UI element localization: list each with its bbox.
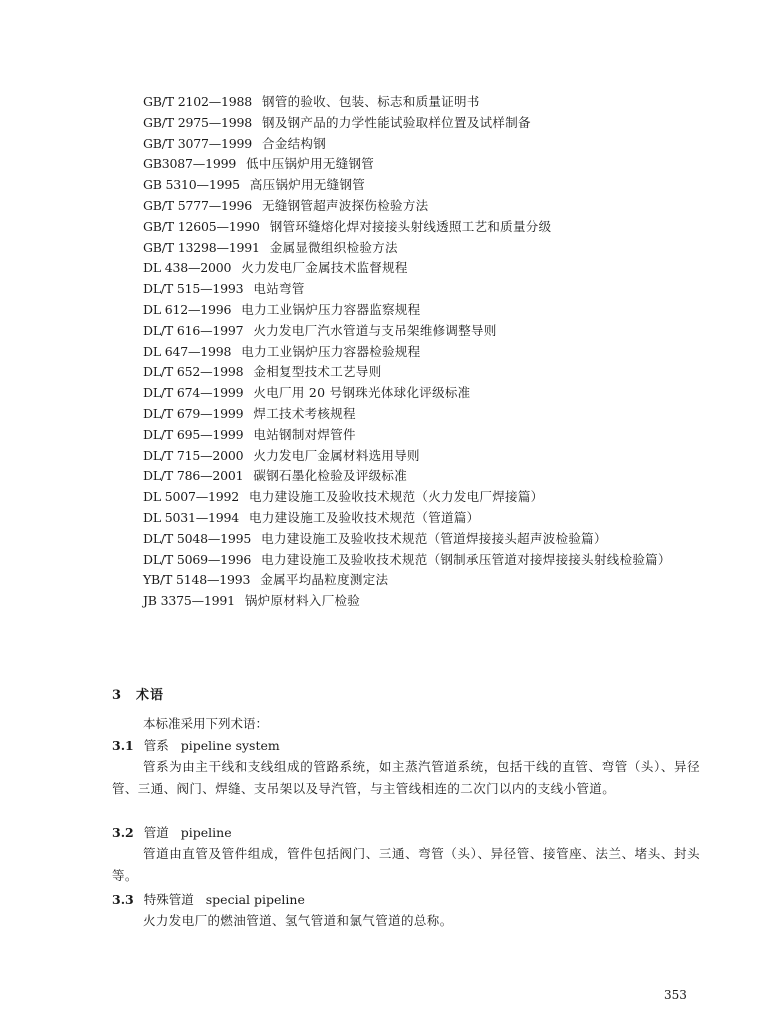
standard-title: 火力发电厂金属材料选用导则 <box>253 447 420 463</box>
standard-code: DL 5031—1994 <box>143 509 240 525</box>
standard-title: 金相复型技术工艺导则 <box>253 364 382 380</box>
standard-item <box>143 342 723 363</box>
standard-code: DL/T 695—1999 <box>143 426 244 442</box>
standard-title: 电力建设施工及验收技术规范（钢制承压管道对接焊接接头射线检验篇） <box>261 551 671 567</box>
standard-title: 火力发电厂金属技术监督规程 <box>241 260 408 276</box>
standard-title: 电力建设施工及验收技术规范（火力发电厂焊接篇） <box>249 489 544 505</box>
standard-title: 钢管环缝熔化焊对接接头射线透照工艺和质量分级 <box>269 218 552 234</box>
standard-item <box>143 321 723 342</box>
standard-title: 电力建设施工及验收技术规范（管道篇） <box>249 509 480 525</box>
standard-code: DL/T 616—1997 <box>143 322 244 338</box>
standard-title: 钢及钢产品的力学性能试验取样位置及试样制备 <box>262 114 531 130</box>
standard-item <box>143 362 723 383</box>
standard-title: 焊工技术考核规程 <box>253 405 356 421</box>
standard-item <box>143 238 723 259</box>
standard-title: 电力工业锅炉压力容器检验规程 <box>241 343 421 359</box>
term-english: special pipeline <box>205 892 305 907</box>
standard-item <box>143 487 723 508</box>
standard-code: GB/T 5777—1996 <box>143 197 253 213</box>
standard-title: 合金结构钢 <box>262 135 327 151</box>
standard-code: GB/T 3077—1999 <box>143 135 253 151</box>
standard-code: DL/T 5048—1995 <box>143 530 252 546</box>
standard-code: DL 647—1998 <box>143 343 232 359</box>
standard-item <box>143 196 723 217</box>
standard-code: GB/T 12605—1990 <box>143 218 260 234</box>
term-heading <box>112 822 700 843</box>
standard-code: DL/T 515—1993 <box>143 281 244 297</box>
standard-item <box>143 300 723 321</box>
standard-item <box>143 92 723 113</box>
term-definition: 火力发电厂的燃油管道、氢气管道和氯气管道的总称。 <box>143 913 453 928</box>
standard-code: GB/T 13298—1991 <box>143 239 260 255</box>
term-heading <box>112 889 700 910</box>
term-chinese: 管道 <box>143 825 169 840</box>
standard-title: 电站钢制对焊管件 <box>253 426 356 442</box>
standard-code: DL/T 786—2001 <box>143 468 244 484</box>
standard-item <box>143 404 723 425</box>
standard-item <box>143 529 723 550</box>
standard-code: DL 5007—1992 <box>143 489 240 505</box>
standard-item <box>143 466 723 487</box>
standard-item <box>143 508 723 529</box>
term-definition: 管道由直管及管件组成，管件包括阀门、三通、弯管（头）、异径管、接管座、法兰、堵头、封头等。 <box>112 846 700 883</box>
term-definition: 管系为由主干线和支线组成的管路系统，如主蒸汽管道系统，包括干线的直管、弯管（头）、异径管、三通、阀门、焊缝、支吊架以及导汽管，与主管线相连的二次门以内的支线小管道。 <box>112 759 700 796</box>
standard-title: 无缝钢管超声波探伤检验方法 <box>262 197 429 213</box>
term-entry <box>112 889 700 932</box>
section-number: 3 <box>112 688 123 703</box>
referenced-standards-list <box>143 92 723 612</box>
standard-title: 电站弯管 <box>253 281 305 297</box>
standard-item <box>143 446 723 467</box>
standard-title: 金属平均晶粒度测定法 <box>260 572 389 588</box>
standard-item <box>143 425 723 446</box>
standard-title: 火电厂用 20 号钢珠光体球化评级标准 <box>253 385 471 401</box>
standard-title: 钢管的验收、包装、标志和质量证明书 <box>262 94 480 109</box>
standard-title: 碳钢石墨化检验及评级标准 <box>253 468 408 484</box>
standard-code: YB/T 5148—1993 <box>143 572 251 588</box>
standard-title: 电力工业锅炉压力容器监察规程 <box>241 301 421 317</box>
term-heading <box>112 735 700 756</box>
standard-code: GB 5310—1995 <box>143 177 240 193</box>
standard-title: 火力发电厂汽水管道与支吊架维修调整导则 <box>253 322 497 338</box>
term-number: 3.3 <box>112 892 134 907</box>
standard-title: 金属显微组织检验方法 <box>269 239 398 255</box>
standard-code: DL 438—2000 <box>143 260 232 276</box>
term-number: 3.1 <box>112 738 134 753</box>
standard-item <box>143 383 723 404</box>
standard-code: GB3087—1999 <box>143 156 237 172</box>
standard-item <box>143 591 723 612</box>
standard-title: 高压锅炉用无缝钢管 <box>249 177 366 193</box>
term-entry <box>112 735 700 800</box>
section-intro: 本标准采用下列术语： <box>143 716 269 731</box>
term-english: pipeline <box>180 825 232 840</box>
standard-code: DL/T 715—2000 <box>143 447 244 463</box>
term-number: 3.2 <box>112 825 134 840</box>
standard-title: 电力建设施工及验收技术规范（管道焊接接头超声波检验篇） <box>261 530 607 546</box>
standard-item <box>143 154 723 175</box>
standard-item <box>143 134 723 155</box>
standard-item <box>143 175 723 196</box>
section-heading <box>112 684 164 703</box>
page-number: 353 <box>664 988 687 1002</box>
standard-item <box>143 550 723 571</box>
term-entry <box>112 822 700 887</box>
standard-code: GB/T 2102—1988 <box>143 94 253 109</box>
standard-code: JB 3375—1991 <box>143 593 235 609</box>
section-title: 术语 <box>136 688 165 703</box>
standard-item <box>143 113 723 134</box>
standard-item <box>143 217 723 238</box>
term-chinese: 管系 <box>143 738 169 753</box>
standard-code: GB/T 2975—1998 <box>143 114 253 130</box>
term-english: pipeline system <box>180 738 280 753</box>
standard-title: 锅炉原材料入厂检验 <box>244 593 361 609</box>
standard-code: DL/T 679—1999 <box>143 405 244 421</box>
standard-code: DL/T 652—1998 <box>143 364 244 380</box>
standard-code: DL/T 5069—1996 <box>143 551 252 567</box>
standard-item <box>143 258 723 279</box>
standard-item <box>143 279 723 300</box>
standard-item <box>143 570 723 591</box>
standard-code: DL/T 674—1999 <box>143 385 244 401</box>
standard-code: DL 612—1996 <box>143 301 232 317</box>
standard-title: 低中压锅炉用无缝钢管 <box>246 156 375 172</box>
term-chinese: 特殊管道 <box>143 892 194 907</box>
